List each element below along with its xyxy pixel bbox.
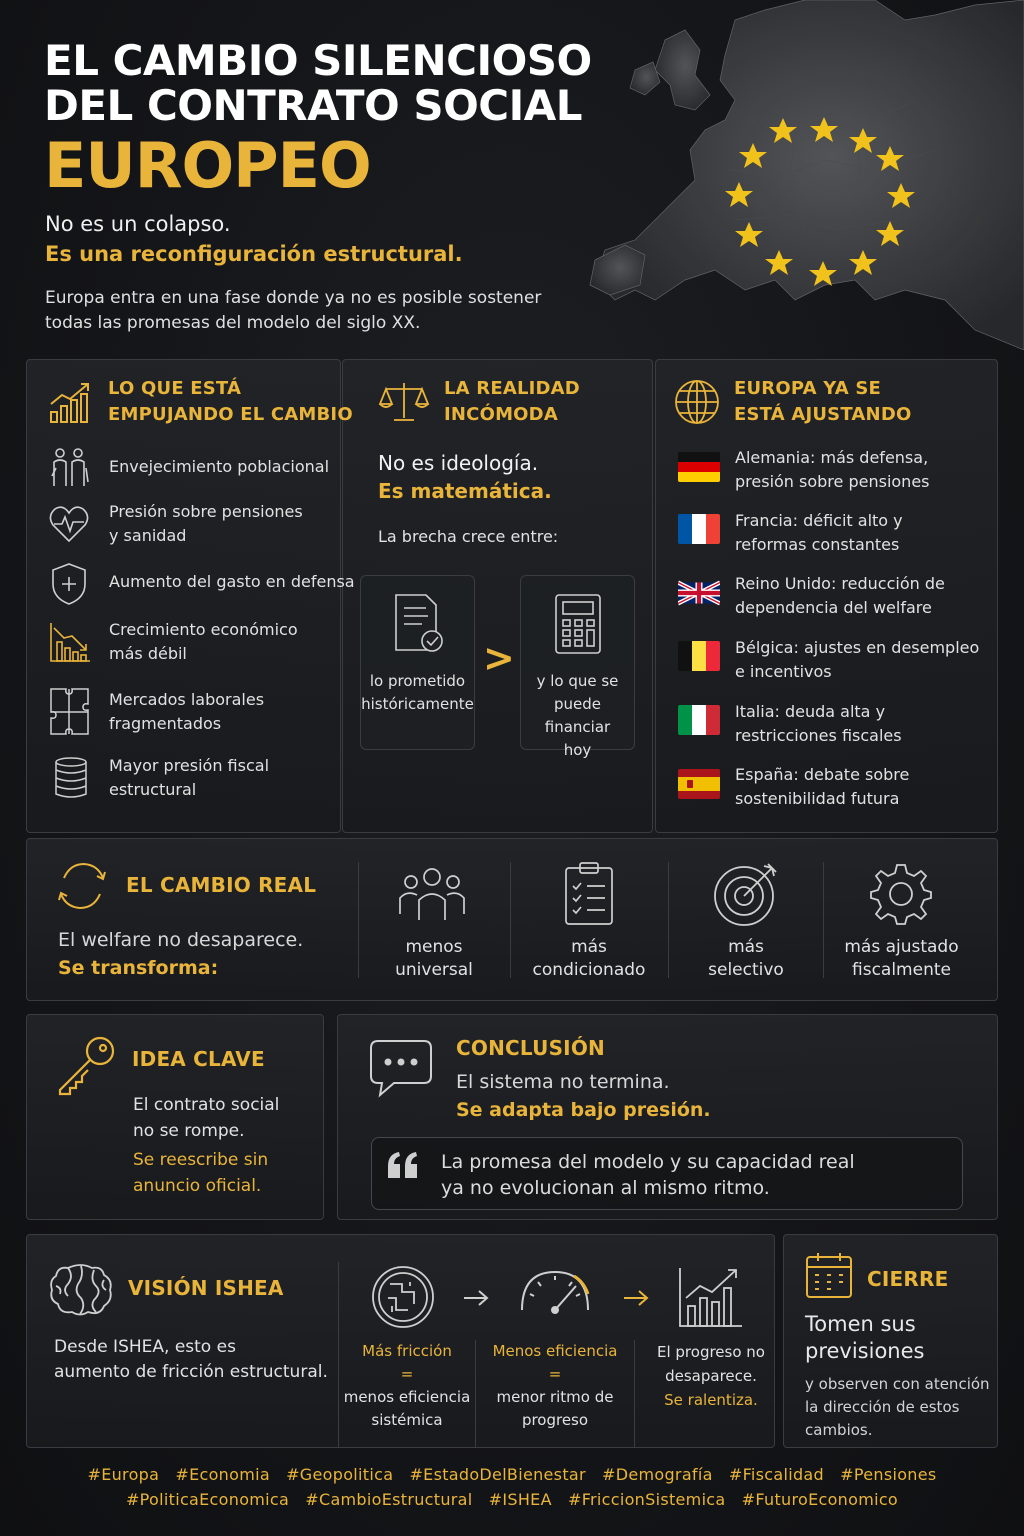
page-title [44, 38, 592, 200]
germany-flag [678, 452, 720, 482]
divider [338, 1262, 339, 1448]
vision-line-2: aumento de fricción estructural. [54, 1362, 328, 1382]
trait-fiscal [825, 936, 978, 982]
country-france-line-2: reformas constantes [735, 535, 900, 554]
italy-flag [678, 705, 720, 735]
fundable-box-line-1: y lo que se [536, 672, 619, 690]
conclusion-line-2: Se adapta bajo presión. [456, 1099, 711, 1121]
coins-stack-icon [52, 756, 90, 800]
driver-item-4-line-2: más débil [109, 644, 187, 663]
trait-selective [670, 936, 822, 982]
country-italy-line-1: Italia: deuda alta y [735, 702, 886, 721]
key-icon [56, 1034, 118, 1096]
trait-selective-line-2: selectivo [708, 960, 784, 980]
promised-box-label [360, 670, 475, 716]
promised-box-line-1: lo prometido [369, 672, 466, 690]
gear-icon [869, 862, 933, 926]
uk-flag [678, 578, 720, 608]
country-belgium-line-2: e incentivos [735, 662, 832, 681]
country-item-france [735, 509, 903, 557]
globe-icon [673, 378, 721, 426]
driver-item-2-line-2: y sanidad [109, 526, 187, 545]
adjusting-heading-line-2: ESTÁ AJUSTANDO [734, 404, 912, 425]
divider [634, 1340, 635, 1448]
title-line-3: EUROPEO [44, 128, 371, 202]
trait-conditioned-line-2: condicionado [532, 960, 646, 980]
heart-pulse-icon [48, 504, 90, 544]
document-check-icon [392, 592, 446, 654]
people-icon [48, 446, 90, 488]
speech-bubble-icon [368, 1038, 434, 1098]
closing-line-3: y observen con atención [805, 1375, 990, 1393]
fundable-box-label [520, 670, 635, 762]
country-italy-line-2: restricciones fiscales [735, 726, 902, 745]
comparator-symbol: > [483, 636, 515, 680]
france-flag [678, 514, 720, 544]
hashtags-row-2: #PoliticaEconomica #CambioEstructural #ISHEA #FriccionSistemica #FuturoEconomico [125, 1490, 899, 1509]
key-idea-heading: IDEA CLAVE [132, 1047, 265, 1071]
trait-universal-line-1: menos [405, 937, 463, 957]
vision-step-3-line-1: El progreso no [657, 1343, 765, 1361]
growth-chart-icon [676, 1264, 744, 1330]
puzzle-icon [48, 686, 92, 738]
shield-icon [50, 562, 88, 606]
driver-item-4 [109, 618, 298, 666]
driver-item-3 [109, 570, 355, 594]
vision-step-3-highlight: Se ralentiza. [664, 1391, 758, 1409]
title-line-2: DEL CONTRATO SOCIAL [44, 81, 582, 131]
vision-line-1: Desde ISHEA, esto es [54, 1337, 236, 1357]
checklist-icon [563, 860, 615, 926]
spain-flag [678, 769, 720, 799]
hashtags-row-1: #Europa #Economia #Geopolitica #EstadoDelBienestar #Demografía #Fiscalidad #Pensiones [87, 1465, 937, 1484]
trait-conditioned [512, 936, 666, 982]
country-spain-line-1: España: debate sobre [735, 765, 910, 784]
driver-item-5-line-1: Mercados laborales [109, 690, 265, 709]
divider [510, 862, 511, 978]
reality-statement-1: No es ideología. [378, 451, 539, 475]
reality-heading-line-1: LA REALIDAD [444, 378, 580, 399]
vision-step-2-equals: = [548, 1365, 562, 1383]
driver-item-4-line-1: Crecimiento económico [109, 620, 298, 639]
speedometer-icon [516, 1264, 594, 1320]
key-idea-line-3: Se reescribe sin [133, 1150, 269, 1170]
vision-step-1-equals: = [400, 1365, 414, 1383]
vision-step-1-bottom-2: sistémica [371, 1411, 443, 1429]
reality-statement-2: Es matemática. [378, 479, 552, 503]
country-item-germany [735, 446, 930, 494]
reality-heading [444, 376, 580, 428]
key-idea-line-1: El contrato social [133, 1095, 280, 1115]
key-idea-line-2: no se rompe. [133, 1121, 245, 1141]
drivers-heading-line-1: LO QUE ESTÁ [108, 378, 242, 399]
country-item-spain [735, 763, 909, 811]
vision-text [54, 1335, 328, 1385]
title-line-1: EL CAMBIO SILENCIOSO [44, 36, 592, 85]
divider [668, 862, 669, 978]
gap-label: La brecha crece entre: [378, 527, 559, 546]
divider [475, 1340, 476, 1448]
country-france-line-1: Francia: déficit alto y [735, 511, 903, 530]
driver-item-5 [109, 688, 264, 736]
driver-item-1 [109, 455, 329, 479]
group-icon [397, 866, 467, 922]
conclusion-heading: CONCLUSIÓN [456, 1036, 605, 1060]
drivers-heading [108, 376, 353, 428]
key-idea-text [133, 1092, 279, 1144]
vision-step-2-bottom-2: progreso [521, 1411, 589, 1429]
rising-chart-icon [48, 380, 94, 424]
vision-step-3 [636, 1340, 786, 1412]
friction-globe-icon [370, 1264, 436, 1330]
belgium-flag [678, 641, 720, 671]
quote-text [441, 1149, 855, 1201]
country-uk-line-1: Reino Unido: reducción de [735, 574, 945, 593]
closing-detail [805, 1373, 990, 1442]
quote-line-1: La promesa del modelo y su capacidad real [441, 1151, 855, 1173]
reality-heading-line-2: INCÓMODA [444, 404, 558, 425]
fundable-box-line-3: hoy [563, 741, 592, 759]
closing-line-4: la dirección de estos [805, 1398, 960, 1416]
vision-step-3-line-2: desaparece. [665, 1367, 757, 1385]
closing-line-5: cambios. [805, 1421, 873, 1439]
divider [358, 862, 359, 978]
country-uk-line-2: dependencia del welfare [735, 598, 932, 617]
quote-mark-icon [386, 1150, 420, 1180]
country-item-uk [735, 572, 945, 620]
trait-fiscal-line-2: fiscalmente [852, 960, 951, 980]
adjusting-heading [734, 376, 911, 428]
real-change-line-1: El welfare no desaparece. [58, 929, 304, 951]
driver-item-2-line-1: Presión sobre pensiones [109, 502, 303, 521]
closing-heading: CIERRE [867, 1267, 949, 1291]
country-germany-line-2: presión sobre pensiones [735, 472, 930, 491]
trait-selective-line-1: más [728, 937, 764, 957]
adjusting-heading-line-1: EUROPA YA SE [734, 378, 881, 399]
brain-icon [48, 1262, 114, 1318]
quote-line-2: ya no evolucionan al mismo ritmo. [441, 1177, 770, 1199]
drivers-heading-line-2: EMPUJANDO EL CAMBIO [108, 404, 353, 425]
driver-item-3-line-1: Aumento del gasto en defensa [109, 572, 355, 591]
target-icon [712, 860, 780, 928]
closing-main [805, 1311, 924, 1365]
arrow-right-icon [462, 1288, 490, 1308]
vision-step-2 [477, 1340, 633, 1432]
driver-item-2 [109, 500, 303, 548]
country-item-belgium [735, 636, 979, 684]
driver-item-6 [109, 754, 269, 802]
subtitle-2: Es una reconfiguración estructural. [45, 242, 463, 266]
real-change-line-2: Se transforma: [58, 957, 219, 979]
europe-map-illustration [575, 0, 1024, 350]
vision-step-1 [340, 1340, 474, 1432]
trait-universal [360, 936, 508, 982]
conclusion-line-1: El sistema no termina. [456, 1071, 670, 1093]
divider [823, 862, 824, 978]
driver-item-6-line-1: Mayor presión fiscal [109, 756, 270, 775]
country-item-italy [735, 700, 902, 748]
key-idea-line-4: anuncio oficial. [133, 1176, 262, 1196]
country-spain-line-2: sostenibilidad futura [735, 789, 900, 808]
closing-line-1: Tomen sus [805, 1312, 916, 1336]
vision-step-2-bottom-1: menor ritmo de [496, 1388, 614, 1406]
arrow-right-icon [622, 1288, 650, 1308]
calendar-icon [804, 1250, 854, 1300]
country-germany-line-1: Alemania: más defensa, [735, 448, 929, 467]
driver-item-5-line-2: fragmentados [109, 714, 222, 733]
cycle-arrows-icon [54, 858, 110, 914]
subtitle-1: No es un colapso. [45, 212, 231, 236]
vision-heading: VISIÓN ISHEA [128, 1276, 284, 1300]
vision-step-2-top: Menos eficiencia [492, 1342, 618, 1360]
promised-box-line-2: históricamente [361, 695, 474, 713]
country-belgium-line-1: Bélgica: ajustes en desempleo [735, 638, 980, 657]
fundable-box-line-2: puede financiar [544, 695, 611, 736]
declining-chart-icon [48, 620, 92, 664]
intro-text: Europa entra en una fase donde ya no es posible sostener todas las promesas del modelo del siglo XX. [45, 288, 542, 333]
trait-conditioned-line-1: más [571, 937, 607, 957]
trait-fiscal-line-1: más ajustado [844, 937, 959, 957]
scales-icon [378, 380, 430, 424]
driver-item-6-line-2: estructural [109, 780, 197, 799]
trait-universal-line-2: universal [395, 960, 473, 980]
calculator-icon [553, 592, 603, 656]
real-change-heading: EL CAMBIO REAL [126, 873, 317, 897]
vision-step-1-bottom-1: menos eficiencia [343, 1388, 471, 1406]
closing-line-2: previsiones [805, 1339, 925, 1363]
driver-item-1-line-1: Envejecimiento poblacional [109, 457, 330, 476]
vision-step-1-top: Más fricción [362, 1342, 452, 1360]
key-idea-highlight [133, 1147, 268, 1199]
